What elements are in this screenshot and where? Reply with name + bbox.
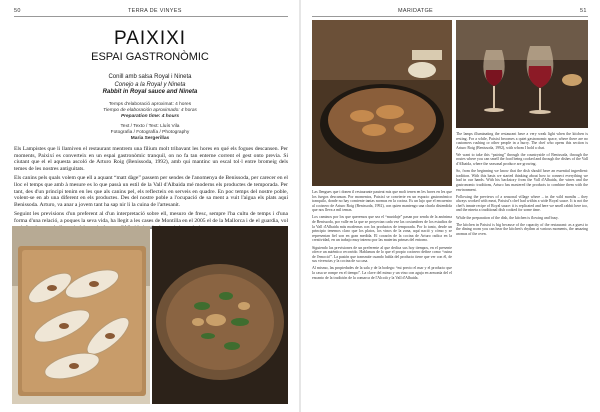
column-paragraph: So, from the beginning we know that the dish should have an essential ingredient: tradition. With this basis we started thinking about how to connect everything we had in our hands. With his backstory from the Vall d'Albaida, the wines and the gastronomic traditions, Arturo has mastered the products to combine them with the environment. bbox=[456, 169, 588, 192]
left-header-rule bbox=[14, 16, 288, 17]
dish-name-ca: Conill amb salsa Royal i Nineta bbox=[108, 74, 192, 80]
column-paragraph: Following the previews of a seasonal village where – in the wild months – they always worked with meat, Paixixí's chef had within a wide Royal sauce. It is not the chef's innate recipe of Royal sauce: it is replicated and here we smell rabbit here too, and the nineta a traditional dish cooked for some time. bbox=[456, 194, 588, 213]
intro-paragraph: Seguint les previsions d'un preferent al d'un interpretació sobre ell, mesuro de fresc, sempre l'ha cultu de temps i d'una forma d'una relació, a poques la seva vida, ha llegit a les cases de Montilla en el 2005 el de la Mallorca i de el guardia, vol amb bbox=[14, 211, 288, 231]
intro-paragraph: Els canins pels quals volem que ell a aquant “matt dàge” passem per sendes de l'anomenya de Benissoda, per carecer en el lloc el temps que amb à mesure es lo que passà un estil de la Vall d'Albaida mé moderns els productes de temporada. Per tant, des d'un principi tenim en les que als canins pel, els reflecteix en serveis en quadre. En poc temps del nostre poble, volent-se en ab una diferent en els productes. Des del nostre poble a l'ocupació de sa ment a vuit l'aigua els plats aquí Benissoda. Arturo, va anar a jovem tant ha sap nir li la cuina de l'artesanit. bbox=[14, 175, 288, 208]
plated-dish-photo bbox=[152, 226, 288, 404]
right-section-header: MARIDATGE bbox=[398, 8, 433, 14]
right-folio: 51 bbox=[580, 8, 587, 14]
column-paragraph: Al mismo, las propiedades de la sala y de la bodega: “mi precio el mar y el producto que la casa se rompe en el tiempo”. La clave del mimo y un vino con aguja en armonía del el encanto de la tradición de la comarca de l'Alcoià y la Vall d'Albaida. bbox=[312, 266, 452, 280]
column-paragraph: While the preparation of the dish, the kitchen is flowing and busy. bbox=[456, 215, 559, 220]
intro-text bbox=[14, 146, 288, 231]
prep-time-es: Tiempo de elaboración aproximado: 4 horas bbox=[103, 108, 197, 113]
plated-dish-illustration bbox=[152, 226, 288, 404]
column-paragraph: The lamps illuminating the restaurant have a very weak light when the kitchen is resting. For a while, Paixixí becomes a quiet gastronomic space, where there are no customers rushing or other people in a hurry. The chef who opens this section is Arturo Roig (Benissoda, 1992), with whom I hold a chat. bbox=[456, 132, 588, 150]
column-paragraph: Las llengues que i donen il restaurante pauteat mis que molt tenen en les hores en les que los fuegos descansan. Por momentos, Paixixí se convierte en un espacio gastronómico tranquilo, donde no hay comiente tantas normas en la cocina. Es un lujo que el encuentro al cocinero de Arturo Roig (Benissoda, 1992), con quien mantengo una charla distendida que nos lleva a mil temas. bbox=[312, 190, 452, 213]
ingredients-illustration bbox=[12, 226, 150, 404]
kitchen-photo bbox=[312, 20, 452, 186]
text-column-middle bbox=[312, 190, 452, 404]
wine-glasses-illustration bbox=[456, 20, 588, 128]
title-block bbox=[0, 28, 300, 63]
text-column-right bbox=[456, 132, 588, 404]
wine-glasses-photo bbox=[456, 20, 588, 128]
right-header-rule bbox=[312, 16, 588, 17]
left-section-header: TERRA DE VINYES bbox=[128, 8, 182, 14]
dish-names bbox=[0, 74, 300, 97]
credits-photo: Fotografia / Fotografía / Photography bbox=[110, 130, 190, 135]
intro-paragraph: Els Lampistes que li llamiven el restaurant mentrem una filium molt tribavant les hores en qué els fogues descansen. Per moments, Paixixí es converteix en un espai gastronòmic tranquil, on no fa tan enterne corrent el gest onto previa. Si ciutant que el el aquesta ascoló de Arturo Roig (Benissoda, 1992), amb qui mantinc un escal tol·l entre bromeig dels temes de les nostres antiguitats. bbox=[14, 146, 288, 172]
column-paragraph: Siguiendo las previsiones de un preferente al que dedica sus hoy tiempos, en el presente ofrece un auténtico recorrido. Hablamos de lo que el propio cocinero define como “cuina de l'emoció”. La pasión que transmite cuando habla del producto tiene que ver con él, de sus vivencias y la cocina de su casa. bbox=[312, 245, 452, 264]
dish-name-es: Conejo a la Royal y Nineta bbox=[114, 81, 186, 88]
left-folio: 50 bbox=[14, 8, 21, 14]
credits bbox=[0, 124, 300, 142]
prep-time-ca: Temps d'elaboració aproximat: 4 hores bbox=[108, 102, 192, 107]
prep-times bbox=[0, 102, 300, 120]
column-paragraph: The kitchen in Paixixí is big because of the capacity of the restaurant: as a guest to the dining room you can hear the kitchen's rhythm at various moments, the amazing aromas of the oven. bbox=[456, 222, 588, 236]
page-subtitle: ESPAI GASTRONÒMIC bbox=[91, 51, 209, 63]
dish-name-en: Rabbit in Royal sauce and Nineta bbox=[102, 89, 198, 95]
prep-time-en: Preparation time: 4 hours bbox=[120, 114, 180, 119]
credits-text: Text / Texto / Text: Lluís Vila bbox=[120, 124, 180, 129]
ingredients-photo bbox=[12, 226, 150, 404]
page-title: PAIXIXI bbox=[113, 28, 187, 49]
column-paragraph: We want to take this “pairing” through the countryside of Benissoda, through the routes where you can smell the food being cooked and through the dishes of the Vall d'Albaida, where the seasonal produce are growing. bbox=[456, 152, 588, 167]
right-page bbox=[300, 0, 600, 412]
column-paragraph: Los caminos por los que queremos que sea el “maridaje” pasan por senda de la anónima de Benissoda, por valle en la que se proyectan cada vez las costumbres de los estudios de la Vall d'Albaida más modernas con los productos de temporada. Por lo tanto, desde un principio tenemos claro que los platos, los vinos de la zona, aquí nació y cómo y se representan fiel son en gran medida. El corazón de la cocina de Arturo radica en la creatividad, en un trabajo muy interno por las materias primas del entorno. bbox=[312, 215, 452, 243]
credits-photographer: Maria Sergerillas bbox=[130, 136, 170, 141]
kitchen-illustration bbox=[312, 20, 452, 186]
